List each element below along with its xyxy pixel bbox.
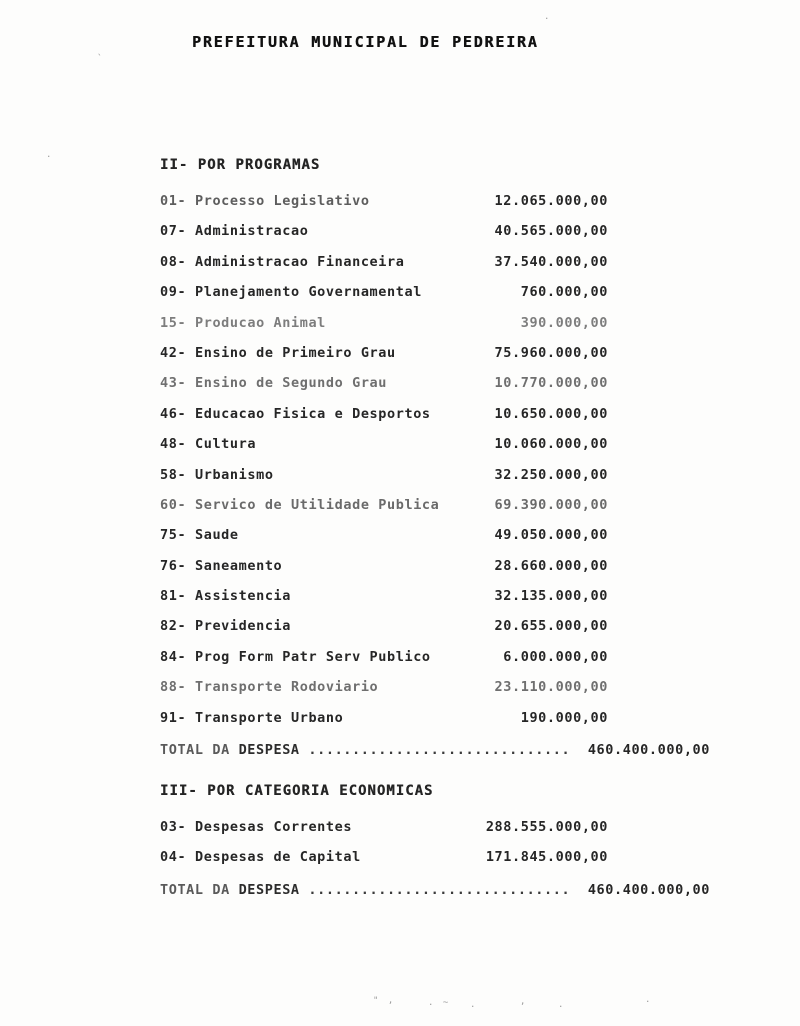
program-value: 32.135.000,00 (494, 588, 608, 605)
total-row (160, 742, 710, 772)
scan-speck: . (470, 1000, 478, 1010)
program-name: Despesas de Capital (195, 849, 361, 866)
program-value: 75.960.000,00 (494, 344, 608, 361)
program-code: 08- (160, 253, 187, 270)
section-heading: III- POR CATEGORIA ECONOMICAS (160, 783, 434, 799)
total-value: 460.400.000,00 (587, 881, 710, 898)
program-code: 42- (160, 344, 187, 361)
total-label (160, 882, 570, 898)
total-label-strong: DESPESA (238, 881, 300, 898)
program-code: 46- (160, 405, 187, 422)
program-name: Cultura (195, 436, 257, 453)
total-label-faint: TOTAL DA (160, 881, 230, 898)
budget-line-row (160, 588, 608, 618)
total-label-strong: DESPESA (238, 742, 300, 759)
budget-line-row (160, 679, 608, 709)
program-value: 190.000,00 (520, 709, 608, 726)
budget-line-row (160, 436, 608, 466)
program-code: 01- (160, 193, 187, 209)
program-value: 10.060.000,00 (494, 436, 608, 453)
program-value: 10.770.000,00 (494, 375, 608, 392)
budget-line-row (160, 254, 608, 284)
program-code: 03- (160, 819, 187, 835)
program-value: 20.655.000,00 (494, 618, 608, 635)
budget-line-row (160, 193, 608, 223)
program-code: 09- (160, 284, 187, 301)
program-code: 91- (160, 709, 187, 726)
budget-rows (160, 819, 608, 880)
scan-speck: . (544, 12, 552, 22)
program-name: Despesas Correntes (195, 819, 353, 835)
dotted-leader: .............................. (308, 742, 571, 759)
scan-speck: . (558, 1000, 566, 1010)
program-value: 760.000,00 (520, 284, 608, 301)
program-name: Processo Legislativo (195, 193, 370, 209)
program-name: Saneamento (195, 557, 283, 574)
program-code: 82- (160, 618, 187, 635)
budget-line-row (160, 223, 608, 253)
budget-line-row (160, 527, 608, 557)
program-code: 76- (160, 557, 187, 574)
program-value: 69.390.000,00 (494, 496, 608, 513)
document-title: PREFEITURA MUNICIPAL DE PEDREIRA (192, 33, 539, 51)
total-row (160, 882, 710, 912)
section-heading: II- POR PROGRAMAS (160, 157, 321, 173)
program-name: Educacao Fisica e Desportos (195, 405, 431, 422)
program-value: 12.065.000,00 (494, 193, 608, 209)
program-code: 88- (160, 679, 187, 696)
program-name: Saude (195, 527, 239, 544)
program-name: Assistencia (195, 588, 292, 605)
program-name: Planejamento Governamental (195, 284, 422, 301)
budget-line-row (160, 618, 608, 648)
scan-speck: " , (373, 996, 396, 1006)
section-por-categoria-economicas (160, 783, 710, 912)
program-value: 37.540.000,00 (494, 253, 608, 270)
program-name: Urbanismo (195, 466, 274, 483)
budget-line-row (160, 284, 608, 314)
program-value: 32.250.000,00 (494, 466, 608, 483)
program-value: 40.565.000,00 (494, 223, 608, 240)
dotted-leader: .............................. (308, 881, 571, 898)
program-value: 49.050.000,00 (494, 527, 608, 544)
total-value: 460.400.000,00 (587, 742, 710, 759)
budget-line-row (160, 849, 608, 879)
program-name: Transporte Urbano (195, 709, 344, 726)
program-name: Transporte Rodoviario (195, 679, 379, 696)
program-value: 10.650.000,00 (494, 405, 608, 422)
budget-line-row (160, 710, 608, 740)
program-code: 15- (160, 314, 187, 331)
program-name: Producao Animal (195, 314, 326, 331)
budget-line-row (160, 345, 608, 375)
program-code: 60- (160, 496, 187, 513)
section-por-programas (160, 157, 710, 772)
budget-rows (160, 193, 608, 740)
program-value: 6.000.000,00 (503, 648, 608, 665)
program-value: 171.845.000,00 (485, 849, 608, 866)
program-name: Administracao (195, 223, 309, 240)
program-name: Prog Form Patr Serv Publico (195, 648, 431, 665)
scan-speck: . (645, 995, 653, 1005)
program-code: 81- (160, 588, 187, 605)
program-value: 28.660.000,00 (494, 557, 608, 574)
budget-line-row (160, 467, 608, 497)
budget-line-row (160, 406, 608, 436)
budget-line-row (160, 649, 608, 679)
scan-speck: . (46, 150, 54, 160)
program-name: Ensino de Segundo Grau (195, 375, 388, 392)
program-name: Administracao Financeira (195, 253, 405, 270)
total-label-faint: TOTAL DA (160, 742, 230, 759)
scan-speck: ` (97, 54, 105, 64)
budget-line-row (160, 375, 608, 405)
program-value: 288.555.000,00 (485, 819, 608, 835)
program-code: 07- (160, 223, 187, 240)
program-name: Ensino de Primeiro Grau (195, 344, 396, 361)
program-name: Previdencia (195, 618, 292, 635)
budget-line-row (160, 497, 608, 527)
total-label (160, 742, 570, 758)
program-code: 75- (160, 527, 187, 544)
program-code: 58- (160, 466, 187, 483)
program-value: 390.000,00 (520, 314, 608, 331)
budget-line-row (160, 315, 608, 345)
scan-speck: . ~ (428, 998, 451, 1008)
program-name: Servico de Utilidade Publica (195, 496, 440, 513)
program-code: 04- (160, 849, 187, 866)
program-code: 48- (160, 436, 187, 453)
program-code: 43- (160, 375, 187, 392)
program-code: 84- (160, 648, 187, 665)
budget-line-row (160, 819, 608, 849)
scan-speck: , (520, 997, 528, 1007)
program-value: 23.110.000,00 (494, 679, 608, 696)
budget-line-row (160, 558, 608, 588)
